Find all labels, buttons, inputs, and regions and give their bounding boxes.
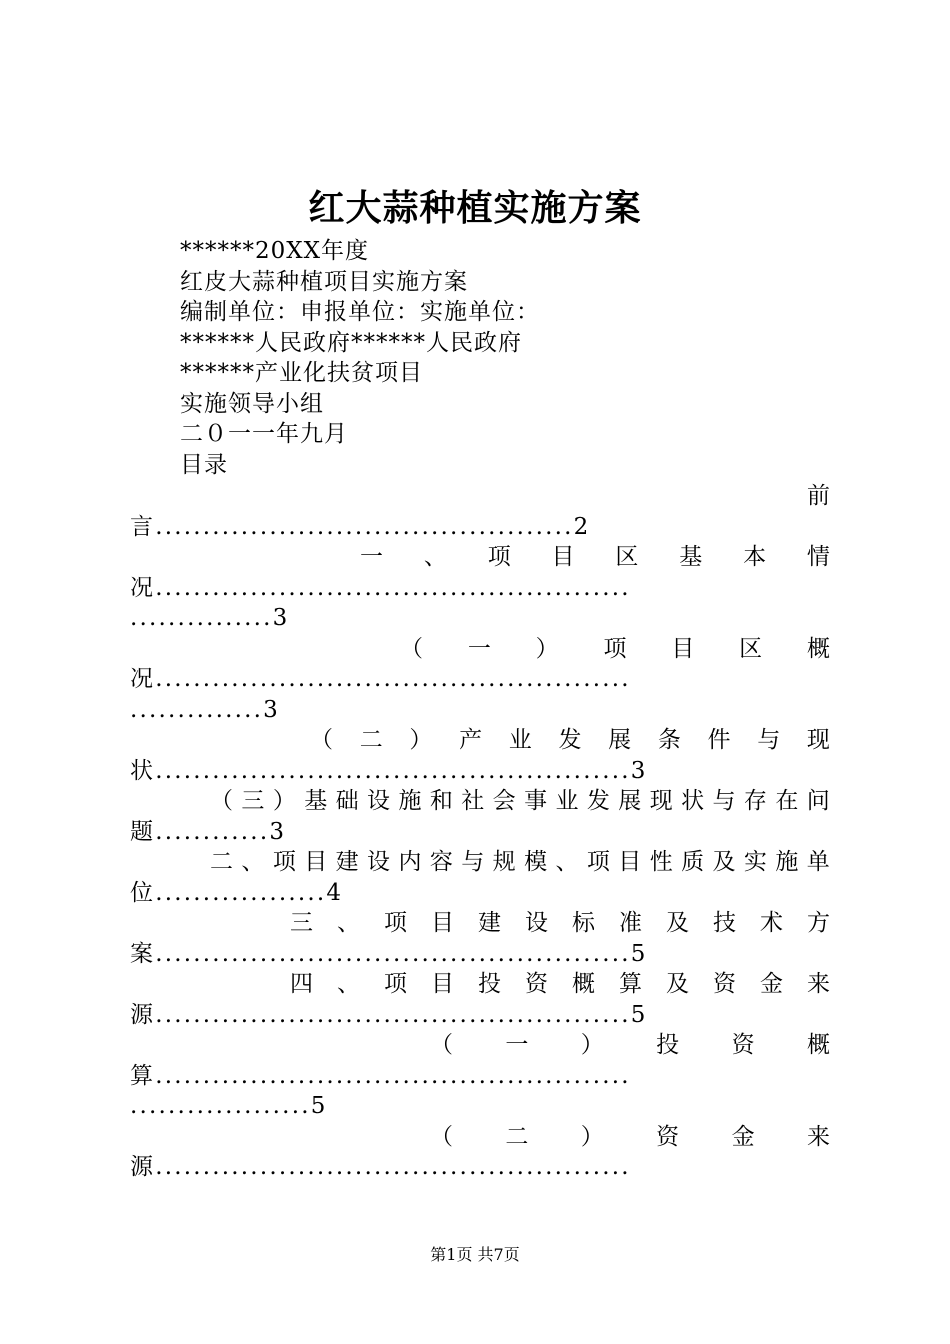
toc-char: 及 — [712, 849, 736, 875]
toc-char: 目 — [431, 910, 454, 936]
toc-char: 三 — [241, 788, 265, 814]
toc-char: 社 — [461, 788, 485, 814]
toc-char: 设 — [525, 910, 548, 936]
toc-char: 性 — [649, 849, 673, 875]
toc-char: 项 — [384, 971, 407, 997]
toc-char: 展 — [608, 727, 632, 753]
meta-line: 二０一一年九月 — [180, 421, 348, 447]
toc-char: 资 — [713, 971, 736, 997]
toc-heading: 目录 — [180, 451, 228, 478]
toc-char: 、 — [555, 849, 579, 875]
toc-char: 项 — [487, 544, 511, 570]
toc-char: （ — [400, 635, 423, 662]
toc-char: 、 — [337, 910, 360, 936]
toc-char: 、 — [337, 971, 360, 997]
toc-char: 区 — [615, 544, 639, 570]
toc-char: 础 — [335, 788, 359, 814]
toc-char: 目 — [618, 849, 642, 875]
toc-char: ） — [272, 788, 296, 814]
toc-char: 区 — [739, 635, 763, 662]
toc-char: 状 — [681, 788, 705, 814]
toc-char: 标 — [572, 910, 595, 936]
toc-char: 施 — [775, 849, 799, 875]
toc-char: 存 — [743, 788, 767, 814]
toc-char: 模 — [524, 849, 548, 875]
toc-entry-leader: 位..................4 — [130, 879, 344, 906]
toc-char: （ — [430, 1032, 453, 1058]
toc-char: 施 — [398, 788, 422, 814]
toc-entry-title — [130, 969, 830, 1000]
toc-entry-title — [130, 786, 830, 817]
toc-char: 现 — [649, 788, 673, 814]
meta-line: ******20XX年度 — [180, 238, 370, 264]
page-footer: 第1页 共7页 — [430, 1245, 520, 1264]
toc-entry-leader: 状..................................................3 — [130, 757, 648, 784]
toc-char: 目 — [671, 635, 695, 662]
toc-char: 内 — [398, 849, 422, 875]
toc-char: 二 — [359, 727, 383, 753]
toc-entry-leader: 源..................................................5 — [130, 1001, 648, 1028]
toc-char: ） — [409, 727, 433, 753]
toc-char: 问 — [806, 788, 830, 814]
toc-char: 基 — [304, 788, 328, 814]
toc-char: 资 — [731, 1032, 755, 1058]
toc-char: 和 — [429, 788, 453, 814]
toc-char: 目 — [551, 544, 575, 570]
toc-entry — [130, 786, 830, 847]
toc-char: 二 — [505, 1123, 529, 1150]
toc-char: 基 — [679, 544, 703, 570]
toc-char: ） — [535, 635, 559, 662]
toc-char: 来 — [806, 1123, 830, 1150]
toc-char: 与 — [461, 849, 485, 875]
toc-char: 四 — [290, 971, 313, 997]
toc-entry-leader: 题............3 — [130, 818, 287, 845]
toc-char: 概 — [806, 1032, 830, 1058]
toc-char: 在 — [775, 788, 799, 814]
toc-char: 一 — [505, 1032, 529, 1058]
toc-char: 建 — [335, 849, 359, 875]
toc-entry — [130, 634, 830, 726]
toc-entry — [130, 1122, 830, 1183]
toc-entry-title: 前 — [807, 483, 830, 509]
meta-line: 编制单位：申报单位：实施单位： — [180, 299, 540, 325]
toc-entry — [130, 847, 830, 908]
toc-entry-page: ...............3 — [130, 605, 290, 631]
toc-char: 容 — [429, 849, 453, 875]
toc-entry — [130, 542, 830, 634]
toc-char: 资 — [525, 971, 548, 997]
toc-entry-title — [130, 847, 830, 878]
toc-char: 来 — [807, 971, 830, 997]
meta-line: ******人民政府******人民政府 — [180, 329, 522, 356]
toc-char: 金 — [731, 1123, 755, 1150]
toc-char: 项 — [603, 635, 627, 662]
toc-entry-leader: 源.................................................. — [130, 1154, 631, 1180]
toc-char: 及 — [666, 971, 689, 997]
toc-entry-page: ...................5 — [130, 1093, 328, 1119]
toc-char: （ — [310, 727, 333, 753]
toc-char: 三 — [290, 910, 313, 936]
page-title: 红大蒜种植实施方案 — [308, 187, 642, 229]
toc-entry-leader: 况.................................................. — [130, 574, 631, 601]
toc-char: 准 — [619, 910, 642, 936]
toc-char: 项 — [384, 910, 407, 936]
toc-char: 、 — [423, 544, 447, 570]
toc-char: 方 — [807, 910, 830, 936]
toc-char: 目 — [304, 849, 328, 875]
toc-entry-title — [130, 725, 830, 756]
toc-char: 建 — [478, 910, 501, 936]
toc-entry — [130, 481, 830, 542]
toc-char: 会 — [492, 788, 516, 814]
toc-char: 、 — [241, 849, 265, 875]
toc-char: 实 — [743, 849, 767, 875]
toc-entry — [130, 725, 830, 786]
toc-char: 事 — [524, 788, 548, 814]
toc-char: 一 — [360, 544, 383, 570]
toc-entry-leader: 况.................................................. — [130, 666, 631, 692]
toc-char: 二 — [210, 849, 233, 875]
meta-line: ******产业化扶贫项目 — [180, 360, 423, 386]
toc-char: 展 — [618, 788, 642, 814]
toc-char: 业 — [508, 727, 532, 753]
toc-char: 概 — [572, 971, 595, 997]
toc-char: 技 — [713, 910, 736, 936]
toc-char: 项 — [272, 849, 296, 875]
toc-char: ） — [580, 1032, 604, 1058]
toc-char: 件 — [707, 727, 731, 753]
toc-char: 规 — [492, 849, 516, 875]
toc-char: 金 — [760, 971, 783, 997]
toc-char: 目 — [431, 971, 454, 997]
toc-char: 与 — [712, 788, 736, 814]
toc-entry-page: ..............3 — [130, 696, 280, 723]
toc-char: 单 — [806, 849, 830, 875]
toc-entry-title — [130, 1122, 830, 1153]
toc-char: 设 — [367, 788, 391, 814]
table-of-contents — [130, 481, 830, 1183]
toc-entry — [130, 908, 830, 969]
toc-char: ） — [580, 1123, 604, 1150]
toc-char: 术 — [760, 910, 783, 936]
toc-char: 算 — [619, 971, 642, 997]
toc-char: 与 — [757, 727, 781, 753]
toc-entry-title — [130, 542, 830, 573]
toc-char: （ — [210, 788, 233, 814]
toc-entry-leader: 算.................................................. — [130, 1062, 631, 1089]
meta-line: 红皮大蒜种植项目实施方案 — [180, 268, 468, 295]
toc-char: 情 — [806, 544, 830, 570]
meta-line: 实施领导小组 — [180, 390, 324, 417]
toc-char: 及 — [666, 910, 689, 936]
toc-entry-title — [130, 908, 830, 939]
toc-char: 业 — [555, 788, 579, 814]
toc-char: 投 — [656, 1032, 680, 1058]
toc-char: 概 — [806, 635, 830, 662]
cover-info-block — [180, 236, 830, 480]
toc-entry-leader: 案..................................................5 — [130, 940, 648, 967]
toc-char: 现 — [806, 727, 830, 753]
toc-char: 发 — [558, 727, 582, 753]
toc-char: 项 — [586, 849, 610, 875]
toc-char: 发 — [586, 788, 610, 814]
toc-char: （ — [430, 1123, 453, 1150]
toc-char: 投 — [478, 971, 501, 997]
toc-char: 本 — [743, 544, 767, 570]
toc-char: 设 — [367, 849, 391, 875]
toc-char: 质 — [681, 849, 705, 875]
toc-entry — [130, 969, 830, 1030]
toc-entry-leader: 言............................................2 — [130, 513, 591, 540]
toc-entry-title — [130, 634, 830, 665]
toc-char: 产 — [459, 727, 483, 753]
toc-char: 资 — [656, 1123, 680, 1150]
toc-char: 条 — [657, 727, 681, 753]
toc-char: 一 — [467, 635, 491, 662]
toc-entry-title — [130, 1030, 830, 1061]
toc-entry — [130, 1030, 830, 1122]
